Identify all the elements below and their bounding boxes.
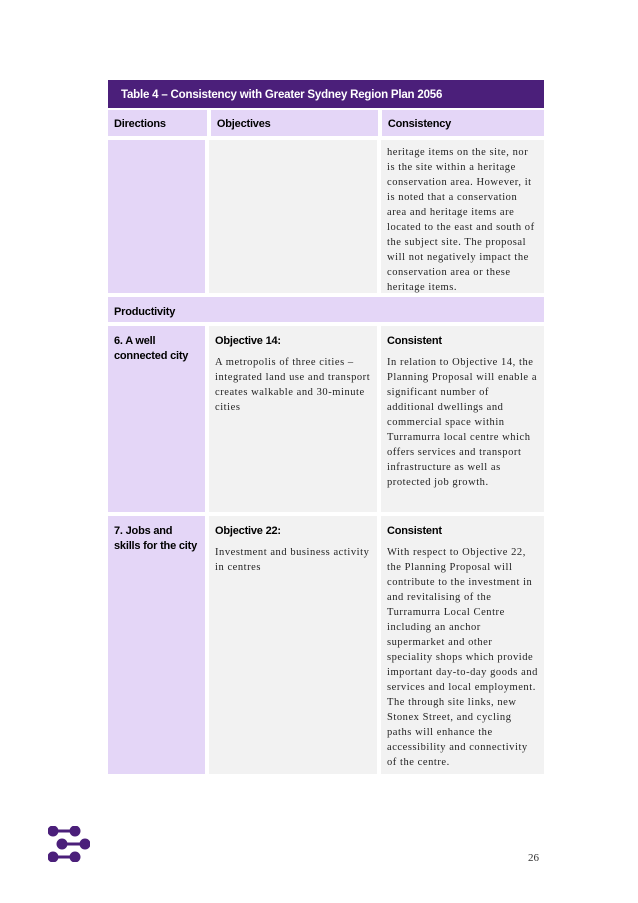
page-number: 26 (528, 852, 539, 864)
table-row-continued (108, 140, 544, 293)
network-dots-logo-icon (48, 826, 90, 862)
section-productivity: Productivity (108, 297, 544, 322)
objective-text: Investment and business activity in centres (215, 547, 370, 573)
objective-cell-empty (209, 140, 377, 293)
objective-title: Objective 22: (215, 525, 281, 537)
continued-consistency-text: heritage items on the site, nor is the site within a heritage conservation area. However, it is noted that a conservation area and heritage items are located to the east and south of the subject site. The proposal will not negatively impact the conservation area or these heritage items. (387, 147, 535, 293)
table-row (108, 326, 544, 512)
objective-cell (209, 516, 377, 774)
consistency-text: In relation to Objective 14, the Planning Proposal will enable a significant number of additional dwellings and commercial space within Turramurra local centre which offers services and transport infrastructure as well as protected job growth. (387, 357, 538, 488)
consistency-cell (381, 516, 544, 774)
header-consistency: Consistency (382, 110, 544, 136)
consistency-table (108, 80, 544, 774)
consistency-cell (381, 326, 544, 512)
consistency-title: Consistent (387, 335, 442, 347)
direction-cell (108, 516, 205, 774)
direction-cell (108, 326, 205, 512)
direction-label: 7. Jobs and skills for the city (114, 525, 198, 552)
objective-text: A metropolis of three cities – integrated land use and transport creates walkable and 30-minute cities (215, 357, 371, 413)
objective-title: Objective 14: (215, 335, 281, 347)
objective-cell (209, 326, 377, 512)
consistency-title: Consistent (387, 525, 442, 537)
header-objectives: Objectives (211, 110, 378, 136)
consistency-cell-continued (381, 140, 544, 293)
consistency-text: With respect to Objective 22, the Planning Proposal will contribute to the investment in and revitalising of the Turramurra Local Centre including an anchor supermarket and other speciality shops which provide important day-to-day goods and services and local employment. The through site links, new Stonex Street, and cycling paths will enhance the accessibility and connectivity of the centre. (387, 547, 538, 768)
direction-label: 6. A well connected city (114, 335, 189, 362)
header-directions: Directions (108, 110, 207, 136)
table-header-row (108, 110, 544, 136)
direction-cell-empty (108, 140, 205, 293)
table-row (108, 516, 544, 774)
table-title: Table 4 – Consistency with Greater Sydney Region Plan 2056 (108, 80, 544, 108)
